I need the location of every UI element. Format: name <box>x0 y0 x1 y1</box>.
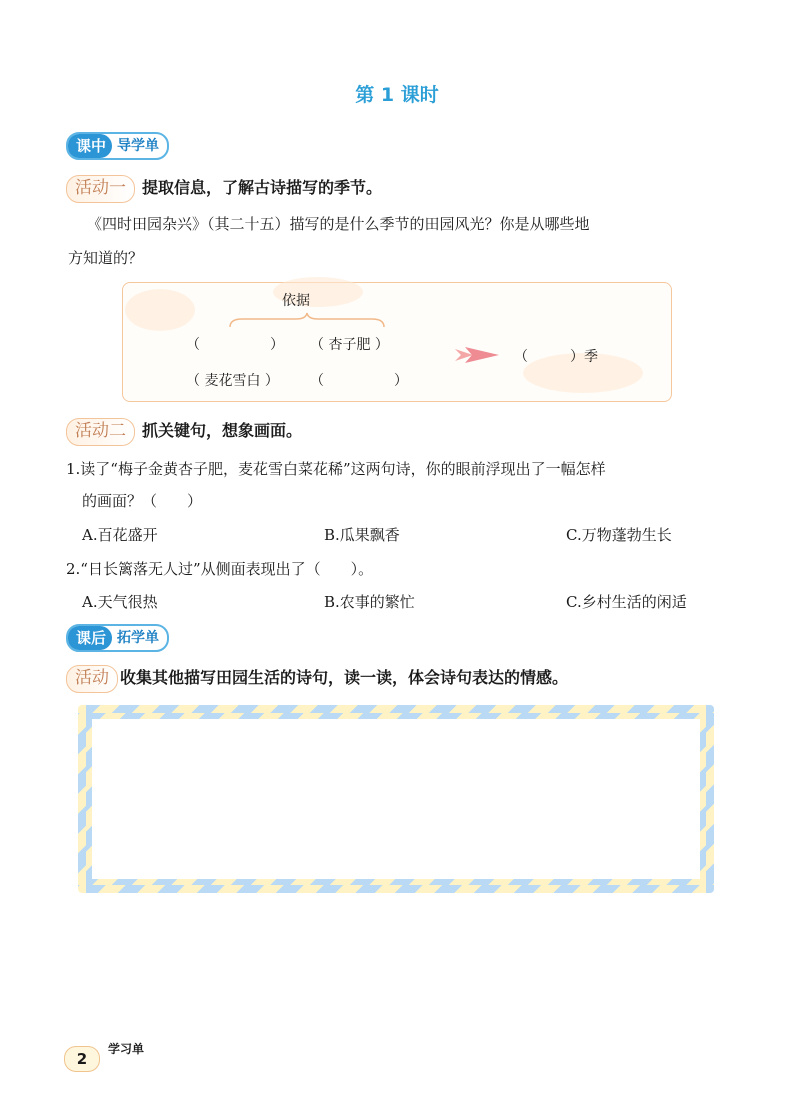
activity-1-instruction: 提取信息，了解古诗描写的季节。 <box>142 178 383 197</box>
activity-label-3: 活动 <box>66 665 118 693</box>
question-2-option-a[interactable]: A.天气很热 <box>82 593 158 611</box>
activity-label-1: 活动一 <box>66 175 135 203</box>
page-number: 2 <box>64 1046 100 1072</box>
activity-3-instruction: 收集其他描写田园生活的诗句，读一读，体会诗句表达的情感。 <box>120 668 569 687</box>
answer-writing-area[interactable] <box>78 705 714 893</box>
question-1-line2: 的画面？（ ） <box>82 492 203 510</box>
footer-label: 学习单 <box>108 1042 145 1056</box>
question-2: 2.“日长篱落无人过”从侧面表现出了（ ）。 <box>66 560 374 578</box>
question-1-option-a[interactable]: A.百花盛开 <box>82 526 158 544</box>
activity-label-2: 活动二 <box>66 418 135 446</box>
lesson-title: 第 1 课时 <box>355 84 439 106</box>
row1-given: （ 杏子肥 ） <box>310 337 389 353</box>
arrow-right-icon <box>455 345 499 365</box>
section-badge-right: 拓学单 <box>117 630 160 646</box>
curly-brace <box>228 311 386 329</box>
season-answer[interactable]: （ ）季 <box>514 349 598 365</box>
section-badge-left: 课中 <box>68 134 112 158</box>
question-2-option-b[interactable]: B.农事的繁忙 <box>324 593 415 611</box>
section-badge-left: 课后 <box>68 626 112 650</box>
question-1-line1: 1.读了“梅子金黄杏子肥，麦花雪白菜花稀”这两句诗，你的眼前浮现出了一幅怎样 <box>66 460 606 478</box>
activity-1-question-line1: 《四时田园杂兴》（其二十五）描写的是什么季节的田园风光？你是从哪些地 <box>87 215 590 233</box>
section-badge-after-class <box>66 624 169 652</box>
row2-given: （ 麦花雪白 ） <box>186 373 279 389</box>
activity-1-question-line2: 方知道的？ <box>68 249 144 267</box>
section-badge-right: 导学单 <box>117 138 160 154</box>
row1-blank[interactable]: （ ） <box>186 337 284 353</box>
activity-2-instruction: 抓关键句，想象画面。 <box>142 421 303 440</box>
section-badge-in-class <box>66 132 169 160</box>
question-1-option-b[interactable]: B.瓜果飘香 <box>324 526 400 544</box>
row2-blank[interactable]: （ ） <box>310 373 408 389</box>
question-1-option-c[interactable]: C.万物蓬勃生长 <box>566 526 672 544</box>
question-2-option-c[interactable]: C.乡村生活的闲适 <box>566 593 687 611</box>
basis-label: 依据 <box>282 293 310 309</box>
